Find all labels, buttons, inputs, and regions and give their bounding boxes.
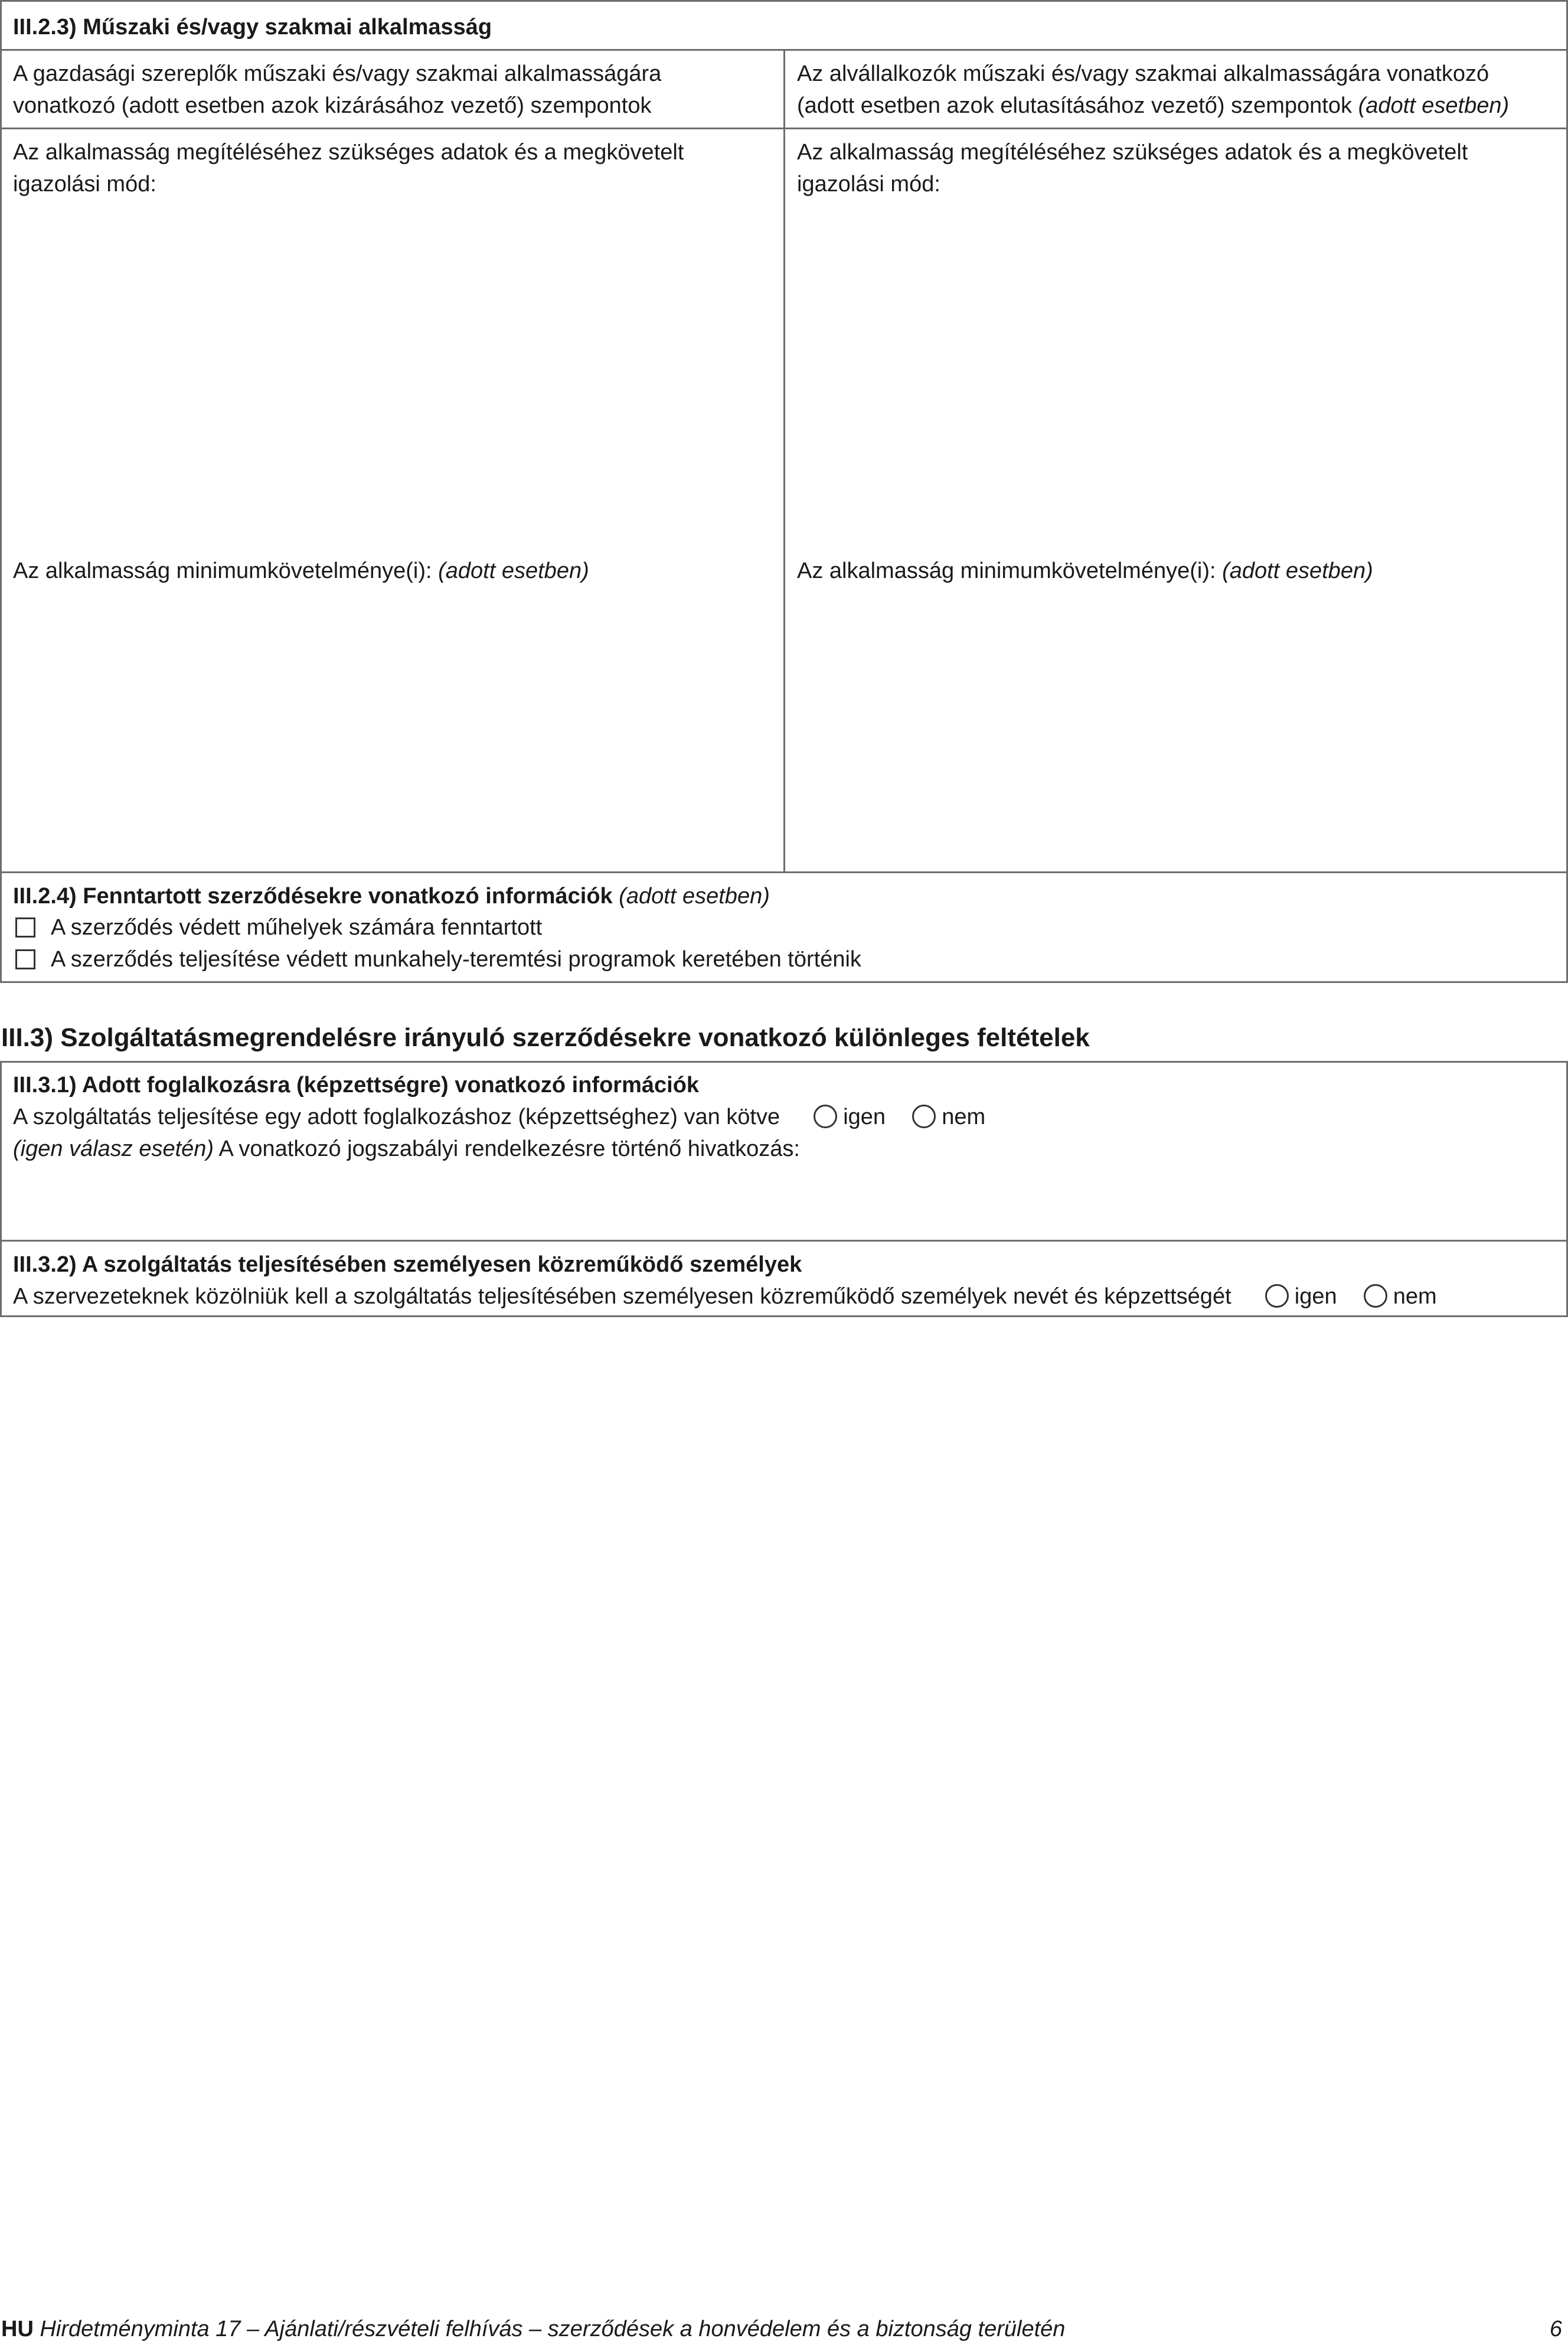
right-min-label: Az alkalmasság minimumkövetelménye(i): (797, 559, 1216, 583)
section-324-title (13, 880, 770, 912)
right-header-line2 (797, 90, 1509, 122)
section-331-question: A szolgáltatás teljesítése egy adott foglalkozáshoz (képzettséghez) van kötve (13, 1105, 780, 1129)
section-323-title: III.2.3) Műszaki és/vagy szakmai alkalmasság (13, 15, 492, 40)
right-data-line1: Az alkalmasság megítéléséhez szükséges adatok és a megkövetelt (797, 140, 1468, 165)
divider-323-columns (783, 49, 785, 873)
right-header-line2-text: (adott esetben azok elutasításához vezető) szempontok (797, 93, 1352, 118)
footer-lang: HU (1, 2317, 34, 2341)
checkbox-protected-workshops[interactable] (15, 917, 35, 938)
left-min-requirements (13, 555, 589, 587)
radio-332-no[interactable] (1364, 1284, 1387, 1308)
divider-323-bottom (0, 871, 1568, 873)
left-data-line1: Az alkalmasság megítéléséhez szükséges adatok és a megkövetelt (13, 140, 684, 165)
radio-331-no[interactable] (912, 1105, 936, 1128)
left-header-line1: A gazdasági szereplők műszaki és/vagy szakmai alkalmasságára (13, 61, 662, 86)
section-324-italic: (adott esetben) (619, 884, 770, 909)
left-min-label: Az alkalmasság minimumkövetelménye(i): (13, 559, 432, 583)
reserved-option-1-label: A szerződés védett műhelyek számára fenntartott (51, 915, 543, 940)
right-data-line2: igazolási mód: (797, 172, 940, 197)
footer-text: Hirdetményminta 17 – Ajánlati/részvételi felhívás – szerződések a honvédelem és a biztonság területén (40, 2317, 1066, 2341)
radio-332-yes-label: igen (1294, 1284, 1337, 1309)
reserved-option-1[interactable] (15, 912, 542, 943)
section-331-question-row (13, 1101, 985, 1133)
radio-331-no-label: nem (942, 1105, 986, 1129)
section-332-question-row (13, 1281, 1437, 1312)
section-331-followup (13, 1133, 800, 1165)
section-331-title: III.3.1) Adott foglalkozásra (képzettségre) vonatkozó információk (13, 1073, 700, 1098)
divider-331-332 (0, 1240, 1568, 1242)
radio-331-yes-label: igen (843, 1105, 886, 1129)
left-min-italic: (adott esetben) (438, 559, 589, 583)
page-number: 6 (1549, 2317, 1562, 2341)
section-33-title: III.3) Szolgáltatásmegrendelésre irányuló szerződésekre vonatkozó különleges feltételek (1, 1023, 1090, 1052)
reserved-option-2-label: A szerződés teljesítése védett munkahely-teremtési programok keretében történik (51, 947, 861, 972)
left-header-line2: vonatkozó (adott esetben azok kizárásához vezető) szempontok (13, 93, 652, 118)
right-min-requirements (797, 555, 1373, 587)
checkbox-protected-employment[interactable] (15, 949, 35, 969)
radio-332-no-label: nem (1393, 1284, 1437, 1309)
right-min-italic: (adott esetben) (1222, 559, 1373, 583)
section-331-followup-italic: (igen válasz esetén) (13, 1136, 214, 1161)
right-header-italic: (adott esetben) (1358, 93, 1510, 118)
page-footer (1, 2313, 1065, 2345)
section-324-title-text: III.2.4) Fenntartott szerződésekre vonatkozó információk (13, 884, 613, 909)
right-header-line1: Az alvállalkozók műszaki és/vagy szakmai alkalmasságára vonatkozó (797, 61, 1489, 86)
section-331-followup-text: A vonatkozó jogszabályi rendelkezésre történő hivatkozás: (218, 1136, 800, 1161)
left-data-line2: igazolási mód: (13, 172, 156, 197)
radio-331-yes[interactable] (814, 1105, 837, 1128)
section-332-question: A szervezeteknek közölniük kell a szolgáltatás teljesítésében személyesen közreműködő személyek nevét és képzettségét (13, 1284, 1231, 1309)
reserved-option-2[interactable] (15, 943, 861, 975)
radio-332-yes[interactable] (1265, 1284, 1289, 1308)
section-332-title: III.3.2) A szolgáltatás teljesítésében személyesen közreműködő személyek (13, 1252, 802, 1277)
